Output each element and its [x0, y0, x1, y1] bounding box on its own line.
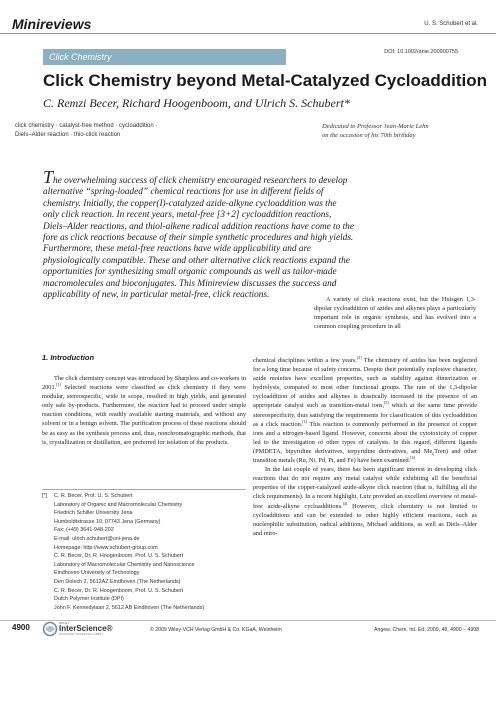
affiliation-line: Laboratory of Organic and Macromolecular Chemistry	[54, 501, 183, 508]
interscience-swirl-icon	[42, 621, 58, 637]
right-column-text	[253, 356, 477, 538]
paragraph: A variety of click reactions exist, but the Huisgen 1,3-dipolar cycloaddition of azides and alkynes plays a particularly important role in organic synthesis, and has evolved into a common coupling procedure in all	[314, 296, 476, 331]
affiliation-line: Homepage: http://www.schubert-group.com	[54, 544, 158, 551]
affiliation-line: E-mail: ulrich.schubert@uni-jena.de	[54, 535, 140, 542]
doi-label[interactable]: DOI: 10.1002/anie.200900755	[384, 49, 458, 55]
paragraph: chemical disciplines within a few years.[2] The chemistry of azides has been neglected for a long time because of safety concerns. Despite their potentially explosive character, azide moieties have excellent properties, such as stability against dimerization or hydrolysis, compared to most other functional groups. The rate of the 1,3-dipolar cycloaddition of azides and alkynes is drastically increased in the presence of an appropriate catalyst such as transition-metal ions,[3] which at the same time provide stereospecificity, thus satisfying the requirements for classification of this cycloaddition as a click reaction.[1] This reaction is commonly performed in the presence of copper ions and a nitrogen-based ligand. However, concerns about the cytotoxicity of copper led to the investigation of other types of catalysts. In this regard, different ligands (PMDETA, bipyridine derivatives, terpyridine derivatives, and $Me_6Tren$) and other transition metals (Ru, Ni, Pd, Pt, and Fe) have been examined.[3]	[253, 354, 478, 465]
affiliation-line: Fax: (+49) 3641-948-202	[54, 527, 114, 534]
affiliation-line: C. R. Becer, Dr. R. Hoogenboom, Prof. U. S. Schubert	[54, 587, 184, 594]
abstract	[43, 167, 354, 301]
abstract-drop-cap: T	[43, 167, 54, 187]
page-number: 4900	[12, 623, 30, 632]
affiliation-marker: [*]	[42, 493, 48, 499]
copyright-notice: © 2009 Wiley-VCH Verlag GmbH & Co. KGaA, Weinheim	[150, 627, 282, 633]
affiliation-line: Friedrich Schiller University Jena	[54, 510, 133, 517]
abstract-text: he overwhelming success of click chemistry encouraged researchers to develop alternative “spring-loaded” chemical reactions for use in different fields of chemistry. Initially, the copper(I)-catalyzed azide-alkyne cycloaddition was the only click reaction. In recent years, metal-free [3+2] cycloaddition reactions, Diels–Alder reactions, and thiol-alkene radical addition reactions have come to the fore as click reactions because of their simple synthetic procedures and high yields. Furthermore, these metal-free reactions have wide applicability and are physiologically compatible. These and other alternative click reactions expand the opportunities for synthesizing small organic compounds as well as tailor-made macromolecules and bioconjugates. This Minireview discusses the success and applicability of new, in particular metal-free, click reactions.	[43, 176, 354, 301]
right-column-top	[314, 295, 476, 331]
logo-publisher: WILEY	[59, 621, 70, 625]
affiliation-line: C. R. Becer, Prof. U. S. Schubert	[54, 493, 133, 499]
publisher-logo	[42, 621, 124, 637]
logo-brand: InterScience®	[59, 624, 113, 633]
affiliation-line: Laboratory of Macromolecular Chemistry and Nanoscience	[54, 561, 195, 568]
paragraph: The click chemistry concept was introduced by Sharpless and co-workers in 2001.[1] Selected reactions were classified as click chemistry if they were modular, stereospecific, wide in scope, resulted in high yields, and generated only safe by-products. Furthermore, the reaction had to proceed under simple reaction conditions, with readily available starting materials, and without any solvent or in a benign solvent. The purification process of these reactions should be as easy as the synthesis process and, thus, nonchromatographic methods, that is, crystallization or distillation, are preferred for isolation of the products.	[42, 375, 246, 446]
running-author: U. S. Schubert et al.	[424, 21, 478, 27]
category-label: Click Chemistry	[49, 52, 112, 62]
logo-tagline: DISCOVER SOMETHING GREAT	[59, 633, 104, 636]
dedication-line-1: Dedicated to Professor Jean-Marie Lehn	[322, 123, 429, 130]
affiliations	[42, 492, 248, 612]
header-divider	[0, 33, 496, 34]
article-authors: C. Remzi Becer, Richard Hoogenboom, and Ulrich S. Schubert*	[43, 96, 350, 110]
affiliation-line: Humboldtstrasse 10, 07743 Jena (Germany)	[54, 518, 161, 525]
keywords-line-2: Diels–Alder reaction · thio-click reaction	[15, 132, 121, 138]
dedication-line-2: on the occasion of his 70th birthday	[322, 132, 416, 139]
affiliation-line: Den Dolech 2, 5612AZ Eindhoven (The Netherlands)	[54, 578, 181, 585]
affiliation-line: John F. Kennedylaan 2, 5612 AB Eindhoven (The Netherlands)	[54, 604, 205, 611]
affiliation-line: Eindhoven University of Technology	[54, 570, 140, 577]
article-title: Click Chemistry beyond Metal-Catalyzed Cycloaddition	[43, 71, 487, 90]
affiliation-lines	[54, 492, 248, 612]
affiliation-line: Dutch Polymer Institute (DPI)	[54, 596, 124, 603]
section-heading-introduction: 1. Introduction	[42, 353, 95, 362]
affiliation-line: C. R. Becer, Dr. R. Hoogenboom, Prof. U. S. Schubert	[54, 553, 184, 560]
left-column-text	[42, 374, 246, 447]
paragraph: In the last couple of years, there has been significant interest in developing click reactions that do not require any metal catalyst while exhibiting all the beneficial properties of the copper-catalyzed azide-alkyne click reaction (that is, fulfilling all the click requirements). In a recent highlight, Lutz provided an excellent overview of metal-free azide-alkyne cycloadditions.[4] However, click chemistry is not limited to cycloadditions and can be extended to other highly efficient reactions, such as nucleophilic substitution, radical additions, Michael additions, as well as Diels–Alder and retro-	[253, 466, 477, 537]
keywords-line-1: click chemistry · catalyst-free method · cycloaddition ·	[15, 123, 158, 129]
section-title: Minireviews	[12, 16, 92, 32]
affiliation-divider	[42, 489, 246, 490]
journal-citation: Angew. Chem. Int. Ed. 2009, 48, 4900 – 4908	[374, 627, 479, 633]
